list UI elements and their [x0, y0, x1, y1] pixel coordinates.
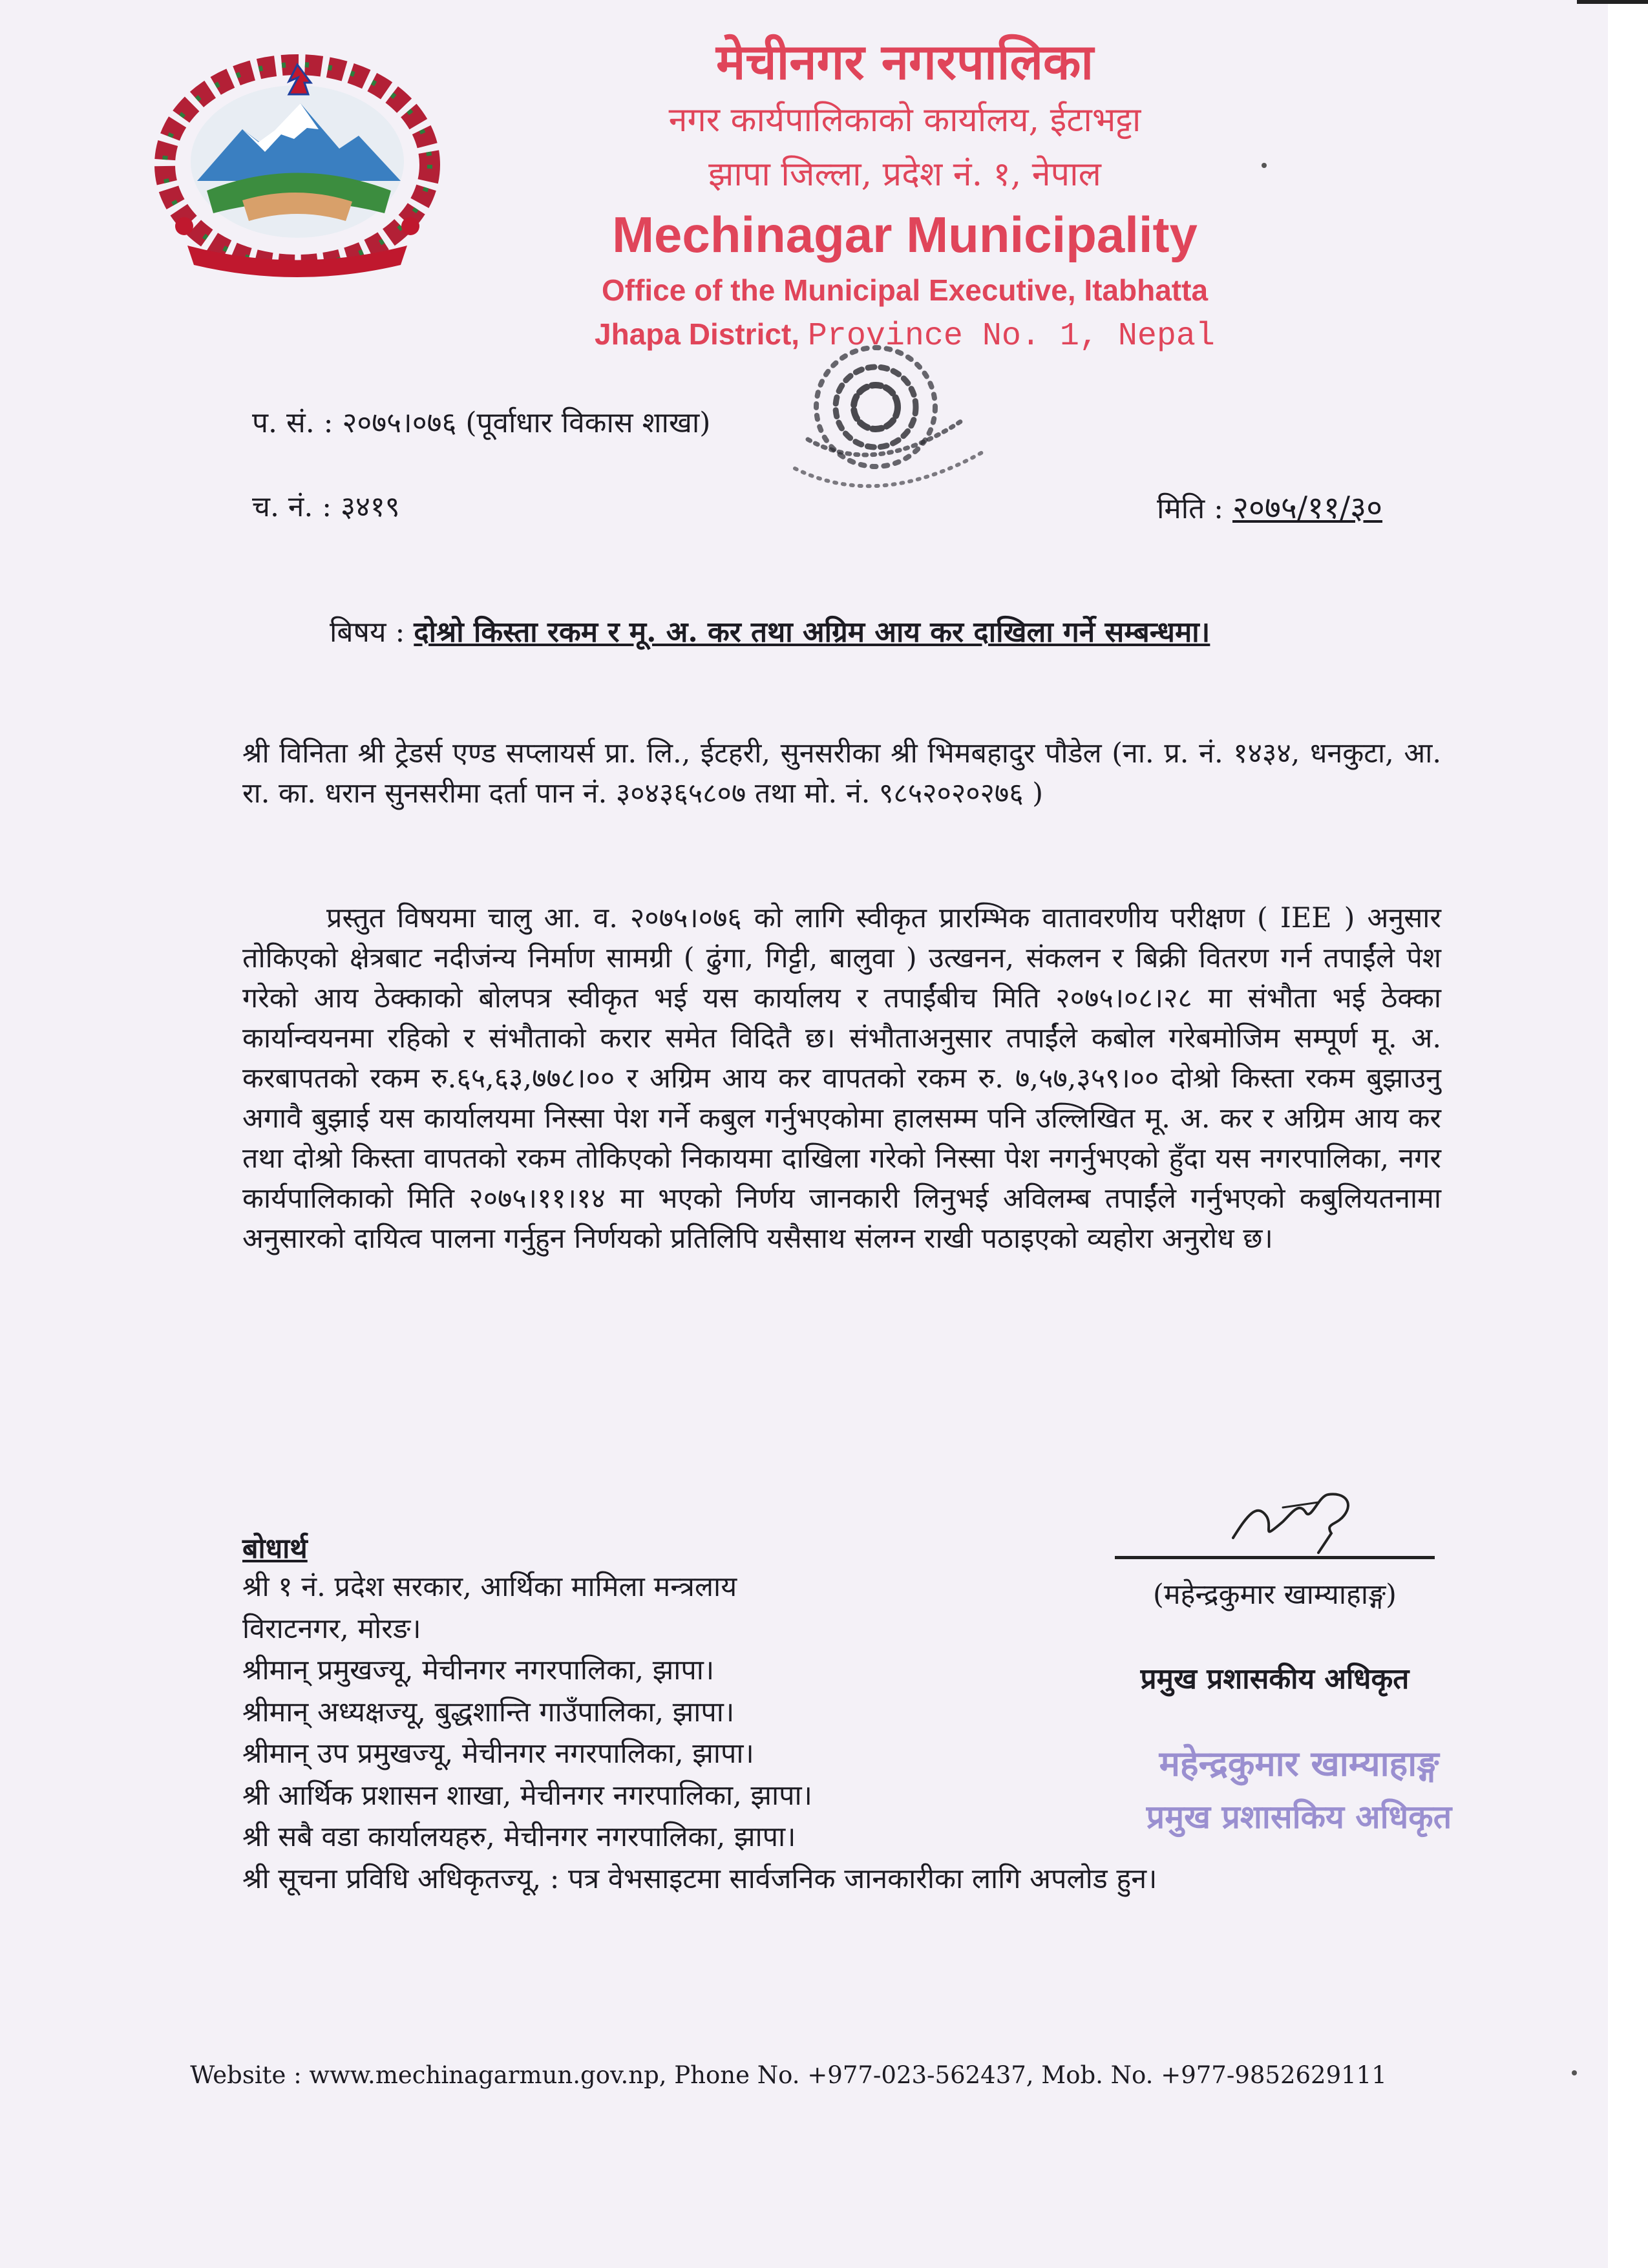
date-label: मिति : — [1157, 492, 1223, 525]
signatory-designation: प्रमुख प्रशासकीय अधिकृत — [1140, 1663, 1410, 1696]
subject-text: दोश्रो किस्ता रकम र मू. अ. कर तथा अग्रिम आय कर दाखिला गर्ने सम्बन्धमा। — [414, 616, 1210, 649]
reference-value: २०७५।०७६ (पूर्वाधार विकास शाखा) — [342, 406, 711, 439]
dispatch-number — [252, 486, 400, 525]
scan-speck — [1262, 163, 1267, 168]
address-english-district: Jhapa District, — [595, 317, 808, 351]
handwritten-signature — [1221, 1476, 1377, 1560]
reference-label: प. सं. : — [252, 406, 333, 439]
office-name-nepali: नगर कार्यपालिकाको कार्यालय, ईटाभट्टा — [668, 101, 1141, 140]
address-english-province: Province No. 1, Nepal — [807, 318, 1215, 355]
cc-item: श्रीमान् अध्यक्षज्यू, बुद्धशान्ति गाउँपालिका, झापा। — [242, 1696, 735, 1728]
body-paragraph: प्रस्तुत विषयमा चालु आ. व. २०७५।०७६ को लागि स्वीकृत प्रारम्भिक वातावरणीय परीक्षण ( IEE ) अनुसार तोकिएको क्षेत्रबाट नदीजंन्य निर्माण सामग्री ( ढुंगा, गिट्टी, बालुवा ) उत्खनन, संकलन र बिक्री वितरण गर्न तपाईंले पेश गरेको आय ठेक्काको बोलपत्र स्वीकृत भई यस कार्यालय र तपाईंबीच मिति २०७५।०८।२८ मा संभौता भई ठेक्का कार्यान्वयनमा रहिको र संभौताको करार समेत विदितै छ। संभौताअनुसार तपाईंले कबोल गरेबमोजिम सम्पूर्ण मू. अ. करबापतको रकम रु.६५,६३,७७८।०० र अग्रिम आय कर वापतको रकम रु. ७,५७,३५९।०० दोश्रो किस्ता रकम बुझाउनु अगावै बुझाई यस कार्यालयमा निस्सा पेश गर्ने कबुल गर्नुभएकोमा हालसम्म पनि उल्लिखित मू. अ. कर र अग्रिम आय कर तथा दोश्रो किस्ता वापतको रकम तोकिएको निकायमा दाखिला गरेको निस्सा पेश नगर्नुभएको हुँदा यस नगरपालिका, नगर कार्यपालिकाको मिति २०७५।११।१४ मा भएको निर्णय जानकारी लिनुभई अविलम्ब तपाईंले गर्नुभएको कबुलियतनामा अनुसारको दायित्व पालना गर्नुहुन निर्णयको प्रतिलिपि यसैसाथ संलग्न राखी पठाइएको व्यहोरा अनुरोध छ। — [242, 902, 1442, 1255]
subject-label: बिषय : — [330, 616, 405, 649]
cc-item: श्रीमान् प्रमुखज्यू, मेचीनगर नगरपालिका, झापा। — [242, 1654, 715, 1686]
cc-heading: बोधार्थ — [242, 1533, 308, 1565]
address-nepali: झापा जिल्ला, प्रदेश नं. १, नेपाल — [708, 155, 1101, 194]
cc-item: श्री सूचना प्रविधि अधिकृतज्यू, : पत्र वेभसाइटमा सार्वजनिक जानकारीका लागि अपलोड हुन। — [242, 1862, 1157, 1895]
cc-item: श्री १ नं. प्रदेश सरकार, आर्थिका मामिला मन्त्रलाय — [242, 1571, 737, 1603]
cc-item: विराटनगर, मोरङ। — [242, 1612, 421, 1645]
cc-list — [242, 1566, 1157, 1900]
letter-reference-number — [252, 402, 710, 441]
scan-edge-mark — [1577, 0, 1648, 4]
dispatch-value: ३४१९ — [341, 490, 400, 523]
scan-speck — [1572, 2070, 1577, 2075]
date-value: २०७५/११/३० — [1232, 490, 1383, 526]
addressee-paragraph: श्री विनिता श्री ट्रेडर्स एण्ड सप्लायर्स प्रा. लि., ईटहरी, सुनसरीका श्री भिमबहादुर पौडेल (ना. प्र. नं. १४३४, धनकुटा, आ. रा. का. धरान सुनसरीमा दर्ता पान नं. ३०४३६५८०७ तथा मो. नं. ९८५२०२०२७६ ) — [242, 737, 1441, 810]
nepal-emblem-logo — [145, 52, 449, 284]
cc-item: श्री आर्थिक प्रशासन शाखा, मेचीनगर नगरपालिका, झापा। — [242, 1779, 812, 1812]
signature-line — [1115, 1556, 1435, 1559]
scan-edge — [1608, 0, 1648, 2268]
letter-subject — [330, 611, 1210, 650]
letter-date — [1157, 486, 1382, 528]
cc-item: श्रीमान् उप प्रमुखज्यू, मेचीनगर नगरपालिका, झापा। — [242, 1738, 754, 1770]
office-name-english: Office of the Municipal Executive, Itabhatta — [601, 273, 1209, 307]
municipality-name-nepali: मेचीनगर नगरपालिका — [715, 33, 1094, 90]
designation-seal-stamp: प्रमुख प्रशासकिय अधिकृत — [1146, 1798, 1452, 1836]
cc-item: श्री सबै वडा कार्यालयहरु, मेचीनगर नगरपालिका, झापा। — [242, 1821, 796, 1853]
signatory-name: (महेन्द्रकुमार खाम्याहाङ्ग) — [1153, 1579, 1397, 1611]
office-stamp-mark — [769, 317, 1002, 530]
dispatch-label: च. नं. : — [252, 490, 332, 523]
name-seal-stamp: महेन्द्रकुमार खाम्याहाङ्ग — [1159, 1743, 1439, 1784]
footer-contact: Website : www.mechinagarmun.gov.np, Phone No. +977-023-562437, Mob. No. +977-9852629111 — [190, 2061, 1387, 2089]
municipality-name-english: Mechinagar Municipality — [612, 206, 1198, 263]
